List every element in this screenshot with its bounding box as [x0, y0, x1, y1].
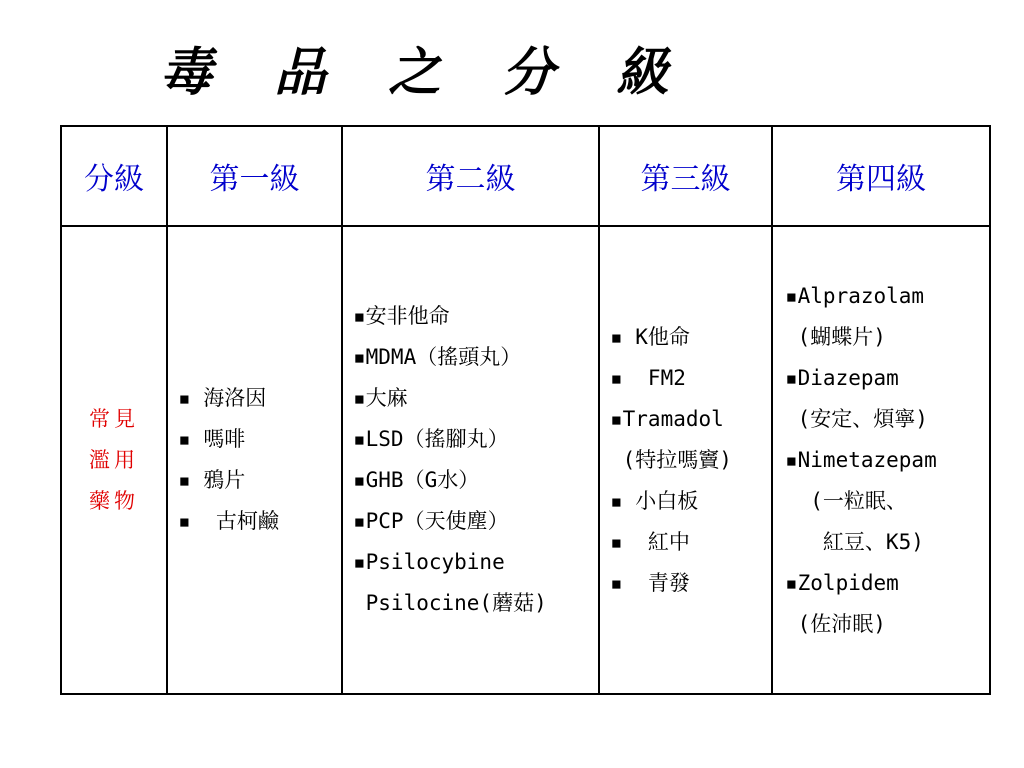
header-cell-level-4: 第四級 [772, 126, 990, 226]
header-cell-classification: 分級 [61, 126, 167, 226]
header-cell-level-1: 第一級 [167, 126, 342, 226]
row-label-line: 濫用 [89, 447, 139, 472]
list-item: ▪Zolpidem [785, 570, 899, 595]
list-item: ▪MDMA（搖頭丸） [353, 345, 522, 369]
list-item: (安定、煩寧) [785, 406, 928, 431]
list-item: ▪ FM2 [610, 365, 686, 390]
list-item: ▪LSD（搖腳丸） [353, 427, 509, 451]
list-item: ▪Diazepam [785, 365, 899, 390]
level-1-cell [167, 226, 342, 694]
list-item: ▪大麻 [353, 386, 408, 410]
header-row [61, 126, 990, 226]
body-row [61, 226, 990, 694]
level-4-cell [772, 226, 990, 694]
list-item: ▪Psilocybine [353, 550, 505, 574]
row-label-line: 藥物 [89, 488, 139, 513]
list-item: ▪ 紅中 [610, 529, 690, 554]
list-item: ▪ 嗎啡 [178, 427, 246, 451]
list-item: ▪Nimetazepam [785, 447, 937, 472]
list-item: ▪ K他命 [610, 324, 690, 349]
level-2-cell [342, 226, 599, 694]
list-item: ▪ 海洛因 [178, 386, 267, 410]
row-label-line: 常見 [89, 406, 139, 431]
list-item: ▪ 古柯鹼 [178, 509, 279, 533]
page-title: 毒 品 之 分 級 [160, 42, 691, 103]
list-item: (蝴蝶片) [785, 324, 886, 349]
list-item: ▪ 青發 [610, 570, 690, 595]
list-item: ▪GHB（G水） [353, 468, 480, 492]
list-item: ▪Alprazolam [785, 283, 925, 308]
row-label-cell [61, 226, 167, 694]
list-item: ▪Tramadol [610, 406, 724, 431]
list-item: 紅豆、K5) [785, 529, 924, 554]
list-item: Psilocine(蘑菇) [353, 591, 547, 615]
drug-classification-table [60, 125, 991, 695]
list-item: (特拉嗎竇) [610, 447, 732, 472]
list-item: ▪ 鴉片 [178, 468, 246, 492]
list-item: ▪安非他命 [353, 304, 450, 328]
list-item: (佐沛眠) [785, 611, 886, 636]
header-cell-level-3: 第三級 [599, 126, 772, 226]
header-cell-level-2: 第二級 [342, 126, 599, 226]
list-item: (一粒眠、 [785, 488, 907, 513]
level-3-cell [599, 226, 772, 694]
list-item: ▪ 小白板 [610, 488, 699, 513]
list-item: ▪PCP（天使塵） [353, 509, 509, 533]
